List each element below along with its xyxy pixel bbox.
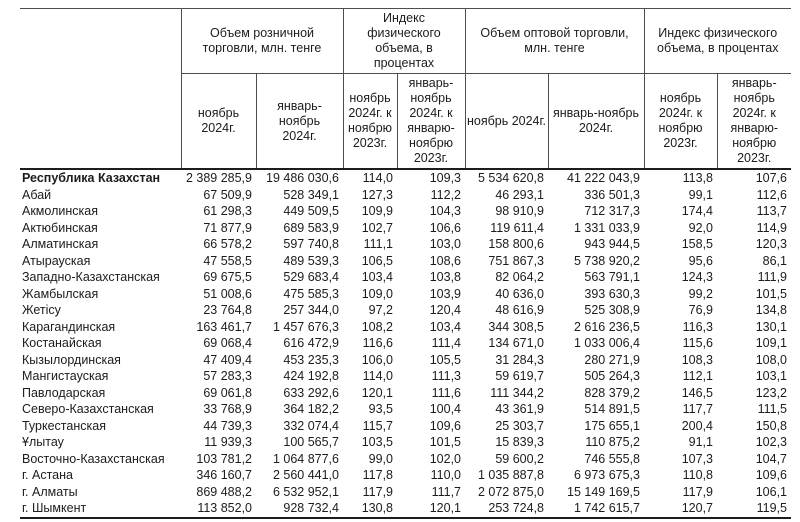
value-cell: 110,8	[682, 468, 713, 482]
value-cell: 616 472,9	[283, 336, 339, 350]
value-cell: 111,9	[757, 270, 787, 284]
value-cell: 109,6	[755, 468, 787, 482]
value-cell: 130,8	[361, 501, 393, 515]
value-cell: 111,3	[431, 369, 461, 383]
value-cell: 103,8	[429, 270, 461, 284]
value-cell: 31 284,3	[495, 352, 544, 367]
table-row	[20, 253, 791, 270]
value-cell: 43 361,9	[495, 402, 544, 416]
region-name: Алматинская	[22, 237, 99, 251]
value-cell: 108,6	[429, 253, 461, 268]
value-cell: 95,6	[688, 253, 713, 268]
value-cell: 134,8	[755, 303, 787, 317]
value-cell: 67 509,9	[203, 187, 252, 202]
value-cell: 86,1	[762, 253, 787, 268]
region-name: Карагандинская	[22, 319, 116, 334]
value-cell: 751 867,3	[488, 253, 544, 268]
value-cell: 712 317,3	[584, 204, 640, 218]
region-name: Актюбинская	[22, 220, 98, 235]
table-row	[20, 236, 791, 253]
value-cell: 107,3	[681, 451, 713, 466]
value-cell: 146,5	[681, 385, 713, 400]
value-cell: 59 600,2	[495, 451, 544, 466]
value-cell: 103,0	[429, 237, 461, 251]
value-cell: 33 768,9	[203, 402, 252, 416]
table-row	[20, 269, 791, 286]
value-cell: 104,3	[429, 204, 461, 218]
table-row	[20, 385, 791, 402]
value-cell: 1 033 006,4	[573, 336, 640, 350]
value-cell: 108,2	[361, 319, 393, 334]
value-cell: 110 875,2	[585, 435, 640, 449]
value-cell: 117,8	[362, 468, 393, 482]
table-row	[20, 401, 791, 418]
value-cell: 108,3	[681, 352, 713, 367]
column-group-retail-physical-volume-index: Индекс физического объема, в процентах	[343, 9, 465, 74]
value-cell: 158,5	[681, 237, 713, 251]
value-cell: 92,0	[688, 220, 713, 235]
value-cell: 257 344,0	[283, 303, 339, 317]
value-cell: 393 630,3	[584, 286, 640, 301]
value-cell: 364 182,2	[283, 402, 339, 416]
value-cell: 59 619,7	[495, 369, 544, 383]
value-cell: 6 973 675,3	[573, 468, 640, 482]
value-cell: 110,0	[430, 468, 461, 482]
table-row	[20, 335, 791, 352]
value-cell: 489 539,3	[283, 253, 339, 268]
value-cell: 123,2	[755, 385, 787, 400]
value-cell: 475 585,3	[283, 286, 339, 301]
column-group-header-row	[20, 9, 791, 74]
region-name: Костанайская	[22, 336, 102, 350]
value-cell: 563 791,1	[584, 270, 640, 284]
value-cell: 102,7	[361, 220, 393, 235]
value-cell: 106,1	[755, 484, 787, 499]
value-cell: 103,5	[361, 435, 393, 449]
value-cell: 117,9	[362, 484, 393, 499]
value-cell: 113,8	[682, 171, 713, 185]
value-cell: 100,4	[429, 402, 461, 416]
value-cell: 5 534 620,8	[477, 171, 544, 185]
value-cell: 1 064 877,6	[272, 451, 339, 466]
value-cell: 40 636,0	[495, 286, 544, 301]
table-row	[20, 467, 791, 484]
value-cell: 200,4	[681, 418, 713, 433]
value-cell: 2 072 875,0	[477, 484, 544, 499]
value-cell: 113,7	[756, 204, 787, 218]
value-cell: 119 611,4	[490, 220, 544, 235]
value-cell: 99,2	[688, 286, 713, 301]
value-cell: 98 910,9	[495, 204, 544, 218]
region-name: Акмолинская	[22, 204, 98, 218]
table-row	[20, 434, 791, 451]
value-cell: 174,4	[681, 204, 713, 218]
value-cell: 253 724,8	[488, 501, 544, 515]
value-cell: 116,6	[362, 336, 393, 350]
value-cell: 124,3	[681, 270, 713, 284]
value-cell: 106,6	[429, 220, 461, 235]
value-cell: 15 149 169,5	[567, 484, 640, 499]
region-name: Республика Казахстан	[22, 171, 161, 185]
value-cell: 11 939,3	[204, 435, 252, 449]
value-cell: 111,1	[363, 237, 393, 251]
table-row	[20, 220, 791, 237]
value-cell: 116,3	[682, 319, 713, 334]
value-cell: 15 839,3	[495, 435, 544, 449]
value-cell: 117,9	[682, 484, 713, 499]
table-row	[20, 203, 791, 220]
value-cell: 71 877,9	[203, 220, 252, 235]
value-cell: 112,1	[682, 369, 713, 383]
value-cell: 47 558,5	[203, 253, 252, 268]
value-cell: 2 389 285,9	[185, 171, 252, 185]
value-cell: 102,3	[755, 435, 787, 449]
column-group-retail-volume: Объем розничной торговли, млн. тенге	[181, 9, 343, 74]
value-cell: 105,5	[429, 352, 461, 367]
region-name: Павлодарская	[22, 385, 106, 400]
value-cell: 943 944,5	[584, 237, 640, 251]
value-cell: 41 222 043,9	[567, 171, 640, 185]
value-cell: 449 509,5	[283, 204, 339, 218]
sub-header-retail-index-january-november: январь-ноябрь 2024г. к январю-ноябрю 2023г.	[397, 74, 465, 170]
table-row	[20, 451, 791, 468]
table-row	[20, 484, 791, 501]
value-cell: 120,1	[429, 501, 461, 515]
value-cell: 108,0	[755, 352, 787, 367]
value-cell: 99,1	[688, 187, 713, 202]
value-cell: 2 560 441,0	[272, 468, 339, 482]
value-cell: 48 616,9	[495, 303, 544, 317]
table-row	[20, 302, 791, 319]
table-row	[20, 368, 791, 385]
value-cell: 91,1	[688, 435, 713, 449]
value-cell: 109,6	[429, 418, 461, 433]
table-row	[20, 352, 791, 369]
value-cell: 689 583,9	[283, 220, 339, 235]
value-cell: 66 578,2	[203, 237, 252, 251]
value-cell: 120,1	[361, 385, 393, 400]
value-cell: 76,9	[688, 303, 713, 317]
value-cell: 106,0	[361, 352, 393, 367]
value-cell: 130,1	[755, 319, 787, 334]
value-cell: 828 379,2	[584, 385, 640, 400]
region-name: Абай	[22, 187, 52, 202]
value-cell: 114,9	[756, 220, 787, 235]
value-cell: 19 486 030,6	[266, 171, 339, 185]
value-cell: 61 298,3	[203, 204, 252, 218]
value-cell: 332 074,4	[283, 418, 339, 433]
value-cell: 51 008,6	[203, 286, 252, 301]
value-cell: 82 064,2	[495, 270, 544, 284]
value-cell: 112,2	[430, 187, 461, 202]
value-cell: 869 488,2	[196, 484, 252, 499]
value-cell: 597 740,8	[283, 237, 339, 251]
value-cell: 928 732,4	[283, 501, 339, 515]
value-cell: 109,1	[755, 336, 787, 350]
value-cell: 528 349,1	[283, 187, 339, 202]
sub-header-wholesale-index-january-november: январь-ноябрь 2024г. к январю-ноябрю 2023г.	[717, 74, 791, 170]
value-cell: 525 308,9	[584, 303, 640, 317]
region-name: г. Шымкент	[22, 501, 87, 515]
value-cell: 102,0	[429, 451, 461, 466]
sub-header-wholesale-january-november: январь-ноябрь 2024г.	[548, 74, 644, 170]
value-cell: 115,7	[362, 418, 393, 433]
value-cell: 346 160,7	[196, 468, 252, 482]
table-header	[20, 9, 791, 170]
value-cell: 47 409,4	[203, 352, 252, 367]
value-cell: 1 742 615,7	[573, 501, 640, 515]
value-cell: 113 852,0	[197, 501, 252, 515]
region-name: Жетісу	[22, 303, 61, 317]
value-cell: 103 781,2	[196, 451, 252, 466]
sub-header-retail-november: ноябрь 2024г.	[181, 74, 256, 170]
table-row	[20, 319, 791, 336]
table-row	[20, 169, 791, 187]
value-cell: 93,5	[368, 402, 393, 416]
value-cell: 120,3	[755, 237, 787, 251]
column-group-wholesale-physical-volume-index: Индекс физического объема, в процентах	[644, 9, 791, 74]
region-name: Северо-Казахстанская	[22, 402, 154, 416]
value-cell: 106,5	[361, 253, 393, 268]
value-cell: 109,9	[361, 204, 393, 218]
sub-header-retail-january-november: январь-ноябрь 2024г.	[256, 74, 343, 170]
region-name: Туркестанская	[22, 418, 106, 433]
value-cell: 344 308,5	[488, 319, 544, 334]
value-cell: 424 192,8	[283, 369, 339, 383]
region-name: Атырауская	[22, 253, 91, 268]
value-cell: 104,7	[755, 451, 787, 466]
value-cell: 46 293,1	[495, 187, 544, 202]
value-cell: 163 461,7	[196, 319, 252, 334]
value-cell: 280 271,9	[584, 352, 640, 367]
value-cell: 158 800,6	[488, 237, 544, 251]
value-cell: 120,7	[681, 501, 713, 515]
value-cell: 117,7	[682, 402, 713, 416]
table-row	[20, 418, 791, 435]
value-cell: 103,4	[361, 270, 393, 284]
value-cell: 529 683,4	[283, 270, 339, 284]
value-cell: 103,1	[755, 369, 787, 383]
value-cell: 150,8	[755, 418, 787, 433]
value-cell: 101,5	[429, 435, 461, 449]
trade-statistics-table	[20, 8, 791, 519]
value-cell: 100 565,7	[283, 435, 339, 449]
table-body	[20, 169, 791, 518]
value-cell: 114,0	[362, 369, 393, 383]
value-cell: 103,9	[429, 286, 461, 301]
table-row	[20, 286, 791, 303]
value-cell: 101,5	[755, 286, 787, 301]
value-cell: 57 283,3	[203, 369, 252, 383]
region-name: г. Астана	[22, 468, 73, 482]
value-cell: 2 616 236,5	[573, 319, 640, 334]
sub-header-wholesale-november: ноябрь 2024г.	[465, 74, 548, 170]
value-cell: 746 555,8	[584, 451, 640, 466]
value-cell: 134 671,0	[488, 336, 544, 350]
value-cell: 120,4	[429, 303, 461, 317]
value-cell: 111,6	[431, 385, 461, 400]
region-name: Ұлытау	[22, 435, 64, 449]
region-name: Жамбылская	[22, 286, 99, 301]
value-cell: 103,4	[429, 319, 461, 334]
table-row	[20, 187, 791, 204]
value-cell: 109,3	[429, 171, 461, 185]
value-cell: 1 035 887,8	[477, 468, 544, 482]
value-cell: 6 532 952,1	[272, 484, 339, 499]
value-cell: 97,2	[368, 303, 393, 317]
value-cell: 111,5	[757, 402, 787, 416]
value-cell: 69 068,4	[203, 336, 252, 350]
region-name: Западно-Казахстанская	[22, 270, 160, 284]
region-name: Мангистауская	[22, 369, 109, 383]
value-cell: 5 738 920,2	[573, 253, 640, 268]
column-group-wholesale-volume: Объем оптовой торговли, млн. тенге	[465, 9, 644, 74]
value-cell: 111,7	[431, 484, 461, 499]
value-cell: 119,5	[756, 501, 787, 515]
region-name: Кызылординская	[22, 352, 121, 367]
sub-header-retail-index-november: ноябрь 2024г. к ноябрю 2023г.	[343, 74, 397, 170]
value-cell: 111,4	[431, 336, 461, 350]
region-name: Восточно-Казахстанская	[22, 451, 165, 466]
value-cell: 127,3	[361, 187, 393, 202]
value-cell: 633 292,6	[283, 385, 339, 400]
value-cell: 115,6	[682, 336, 713, 350]
table-row	[20, 500, 791, 518]
value-cell: 514 891,5	[584, 402, 640, 416]
value-cell: 453 235,3	[283, 352, 339, 367]
sub-header-wholesale-index-november: ноябрь 2024г. к ноябрю 2023г.	[644, 74, 717, 170]
region-column-header	[20, 9, 181, 170]
value-cell: 69 675,5	[203, 270, 252, 284]
value-cell: 175 655,1	[584, 418, 640, 433]
value-cell: 69 061,8	[203, 385, 252, 400]
value-cell: 114,0	[362, 171, 393, 185]
value-cell: 23 764,8	[203, 303, 252, 317]
value-cell: 1 457 676,3	[272, 319, 339, 334]
value-cell: 107,6	[755, 171, 787, 185]
value-cell: 99,0	[368, 451, 393, 466]
value-cell: 1 331 033,9	[573, 220, 640, 235]
value-cell: 44 739,3	[203, 418, 252, 433]
value-cell: 112,6	[756, 187, 787, 202]
value-cell: 25 303,7	[495, 418, 544, 433]
value-cell: 109,0	[361, 286, 393, 301]
region-name: г. Алматы	[22, 484, 78, 499]
value-cell: 505 264,3	[584, 369, 640, 383]
value-cell: 111 344,2	[490, 385, 544, 400]
value-cell: 336 501,3	[584, 187, 640, 202]
